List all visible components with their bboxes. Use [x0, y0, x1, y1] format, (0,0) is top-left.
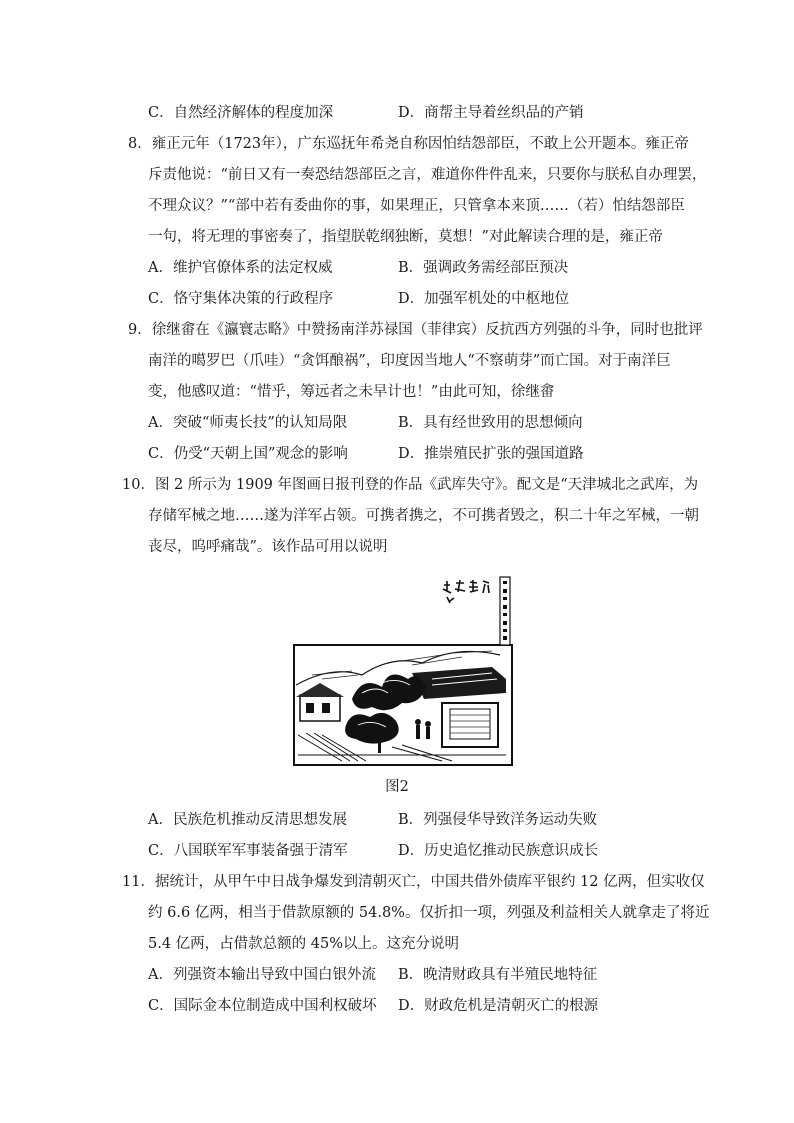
q7-option-d: D．商帮主导着丝织品的产销: [398, 105, 584, 121]
q8-stem-text: 斥责他说：“前日又有一奏恐结怨部臣之言，难道你件件乱来，只要你与朕私自办理罢，: [148, 167, 707, 183]
q10-option-b: B．列强侵华导致洋务运动失败: [398, 812, 598, 828]
q9-stem-text: 9．徐继畬在《瀛寰志略》中赞扬南洋苏禄国（菲律宾）反抗西方列强的斗争，同时也批评: [128, 322, 703, 338]
q8-option-c: C．恪守集体决策的行政程序: [148, 291, 334, 307]
q11-stem-text: 11．据统计，从甲午中日战争爆发到清朝灭亡，中国共借外债库平银约 12 亿两，但实收仅: [122, 874, 705, 890]
q9-option-b: B．具有经世致用的思想倾向: [398, 415, 583, 431]
q11-option-b: B．晚清财政具有半殖民地特征: [398, 967, 598, 983]
q11-option-c: C．国际金本位制造成中国利权破坏: [148, 998, 377, 1014]
q9-option-d: D．推崇殖民扩张的强国道路: [398, 446, 584, 462]
q10-stem-text: 10．图 2 所示为 1909 年图画日报刊登的作品《武库失守》。配文是“天津城北之武库，为: [122, 477, 699, 493]
armory-illustration: [292, 575, 514, 767]
q11-option-d: D．财政危机是清朝灭亡的根源: [398, 998, 599, 1014]
q10-option-a: A．民族危机推动反清思想发展: [148, 812, 347, 828]
q11-stem-text: 5.4 亿两，占借款总额的 45%以上。这充分说明: [148, 936, 460, 952]
q8-stem-text: 8．雍正元年（1723年），广东巡抚年希尧自称因怕结怨部臣，不敢上公开题本。雍正帝: [128, 136, 689, 152]
calligraphy-title-mark: [443, 580, 489, 603]
q10-stem-text: 存储军械之地……遂为洋军占领。可携者携之，不可携者毁之，积二十年之军械，一朝: [148, 508, 699, 524]
q10-option-c: C．八国联军军事装备强于清军: [148, 843, 348, 859]
q9-stem-text: 南洋的噶罗巴（爪哇）“贪饵酿祸”，印度因当地人“不察萌芽”而亡国。对于南洋巨: [148, 353, 671, 369]
q8-stem-text: 一句，将无理的事密奏了，指望朕乾纲独断，莫想！”对此解读合理的是，雍正帝: [148, 229, 663, 245]
q8-option-b: B．强调政务需经部臣预决: [398, 260, 569, 276]
q9-stem-text: 变，他感叹道：“惜乎，筹远者之未早计也！”由此可知，徐继畬: [148, 384, 555, 400]
q11-option-a: A．列强资本输出导致中国白银外流: [148, 967, 376, 983]
q10-stem-text: 丧尽，呜呼痛哉”。该作品可用以说明: [148, 539, 388, 555]
q8-option-d: D．加强军机处的中枢地位: [398, 291, 570, 307]
figure-2-illustration: [292, 575, 514, 767]
q10-option-d: D．历史追忆推动民族意识成长: [398, 843, 599, 859]
q9-option-c: C．仍受“天朝上国”观念的影响: [148, 446, 348, 462]
figure-2-caption: 图2: [385, 779, 409, 795]
q8-stem-text: 不理众议？”“部中若有委曲你的事，如果理正，只管拿本来顶……（若）怕结怨部臣: [148, 198, 685, 214]
q8-option-a: A．维护官僚体系的法定权威: [148, 260, 333, 276]
q9-option-a: A．突破“师夷长技”的认知局限: [148, 415, 348, 431]
q7-option-c: C．自然经济解体的程度加深: [148, 105, 334, 121]
q11-stem-text: 约 6.6 亿两，相当于借款原额的 54.8%。仅折扣一项，列强及利益相关人就拿走了将近: [148, 905, 710, 921]
